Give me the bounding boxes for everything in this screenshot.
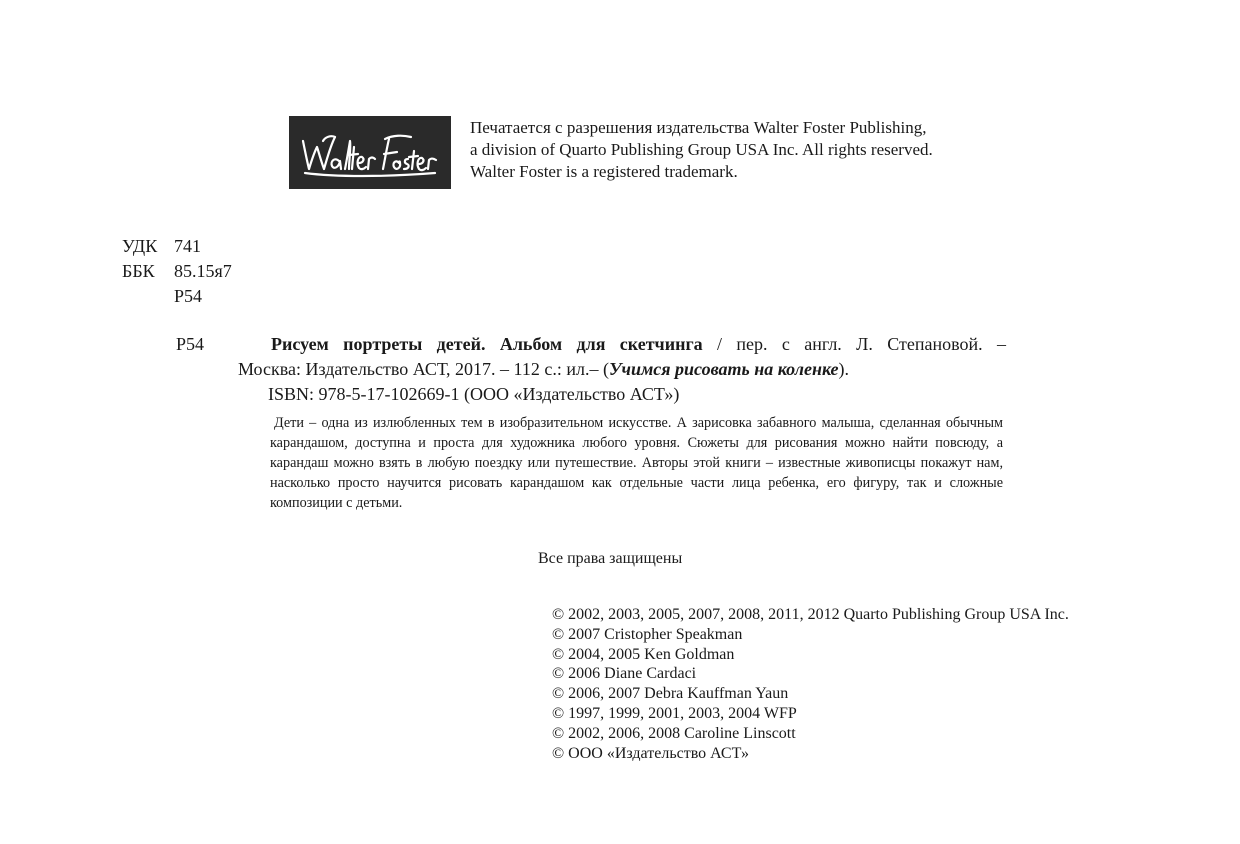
permission-notice — [470, 117, 1030, 183]
copyright-line: © 2006, 2007 Debra Kauffman Yaun — [552, 685, 789, 703]
copyright-line: © 2002, 2003, 2005, 2007, 2008, 2011, 2012 Quarto Publishing Group USA Inc. — [552, 606, 1069, 623]
bibliographic-record — [176, 332, 1006, 407]
udk-label: УДК — [122, 236, 158, 256]
udk-row — [122, 234, 232, 259]
walter-foster-logo-mark — [295, 121, 445, 185]
copyright-line: © 2004, 2005 Ken Goldman — [552, 645, 735, 663]
abstract — [270, 413, 1003, 513]
author-mark: Р54 — [174, 286, 203, 306]
copyright-line: © 2007 Cristopher Speakman — [552, 625, 743, 643]
imprint-prefix: Москва: Издательство АСТ, 2017. – 112 с.: ил.– ( — [238, 359, 609, 379]
rights-reserved: Все права защищены — [538, 550, 683, 567]
book-responsibility: / пер. с англ. Л. Степановой. – — [702, 334, 1007, 354]
biblio-author-mark: Р54 — [176, 334, 205, 354]
copyright-line: © 2002, 2006, 2008 Caroline Linscott — [552, 724, 796, 742]
copyright-line: © 1997, 1999, 2001, 2003, 2004 WFP — [552, 704, 797, 722]
bbk-label: ББК — [122, 261, 155, 281]
biblio-imprint-line — [238, 357, 1006, 382]
permission-line: a division of Quarto Publishing Group USA Inc. All rights reserved. — [470, 140, 933, 159]
author-mark-row — [122, 284, 232, 309]
book-title: Рисуем портреты детей. Альбом для скетчинга — [271, 334, 703, 354]
imprint-suffix: ). — [838, 359, 850, 379]
isbn: ISBN: 978-5-17-102669-1 (ООО «Издательство АСТ») — [268, 384, 680, 404]
biblio-title-line — [271, 332, 1006, 357]
classification-block — [122, 234, 232, 309]
udk-value: 741 — [174, 236, 201, 256]
copyright-list — [552, 605, 1069, 763]
abstract-text: Дети – одна из излюбленных тем в изобразительном искусстве. А зарисовка забавного малыша, сделанная обычным карандашом, доступна и проста для художника любого уровня. Сюжеты для рисования можно найти повсюду, а карандаш можно взять в любую поездку или путешествие. Авторы этой книги – известные живописцы покажут нам, насколько просто научится рисовать карандашом как отдельные части лица ребенка, его фигуру, так и сложные композиции с детьми. — [270, 415, 1003, 511]
bbk-row — [122, 259, 232, 284]
permission-line: Печатается с разрешения издательства Walter Foster Publishing, — [470, 118, 927, 137]
permission-line: Walter Foster is a registered trademark. — [470, 162, 738, 181]
copyright-line: © ООО «Издательство АСТ» — [552, 744, 749, 762]
bbk-value: 85.15я7 — [174, 261, 232, 281]
walter-foster-logo — [289, 116, 451, 189]
series-title: Учимся рисовать на коленке — [608, 359, 839, 379]
copyright-line: © 2006 Diane Cardaci — [552, 665, 697, 683]
